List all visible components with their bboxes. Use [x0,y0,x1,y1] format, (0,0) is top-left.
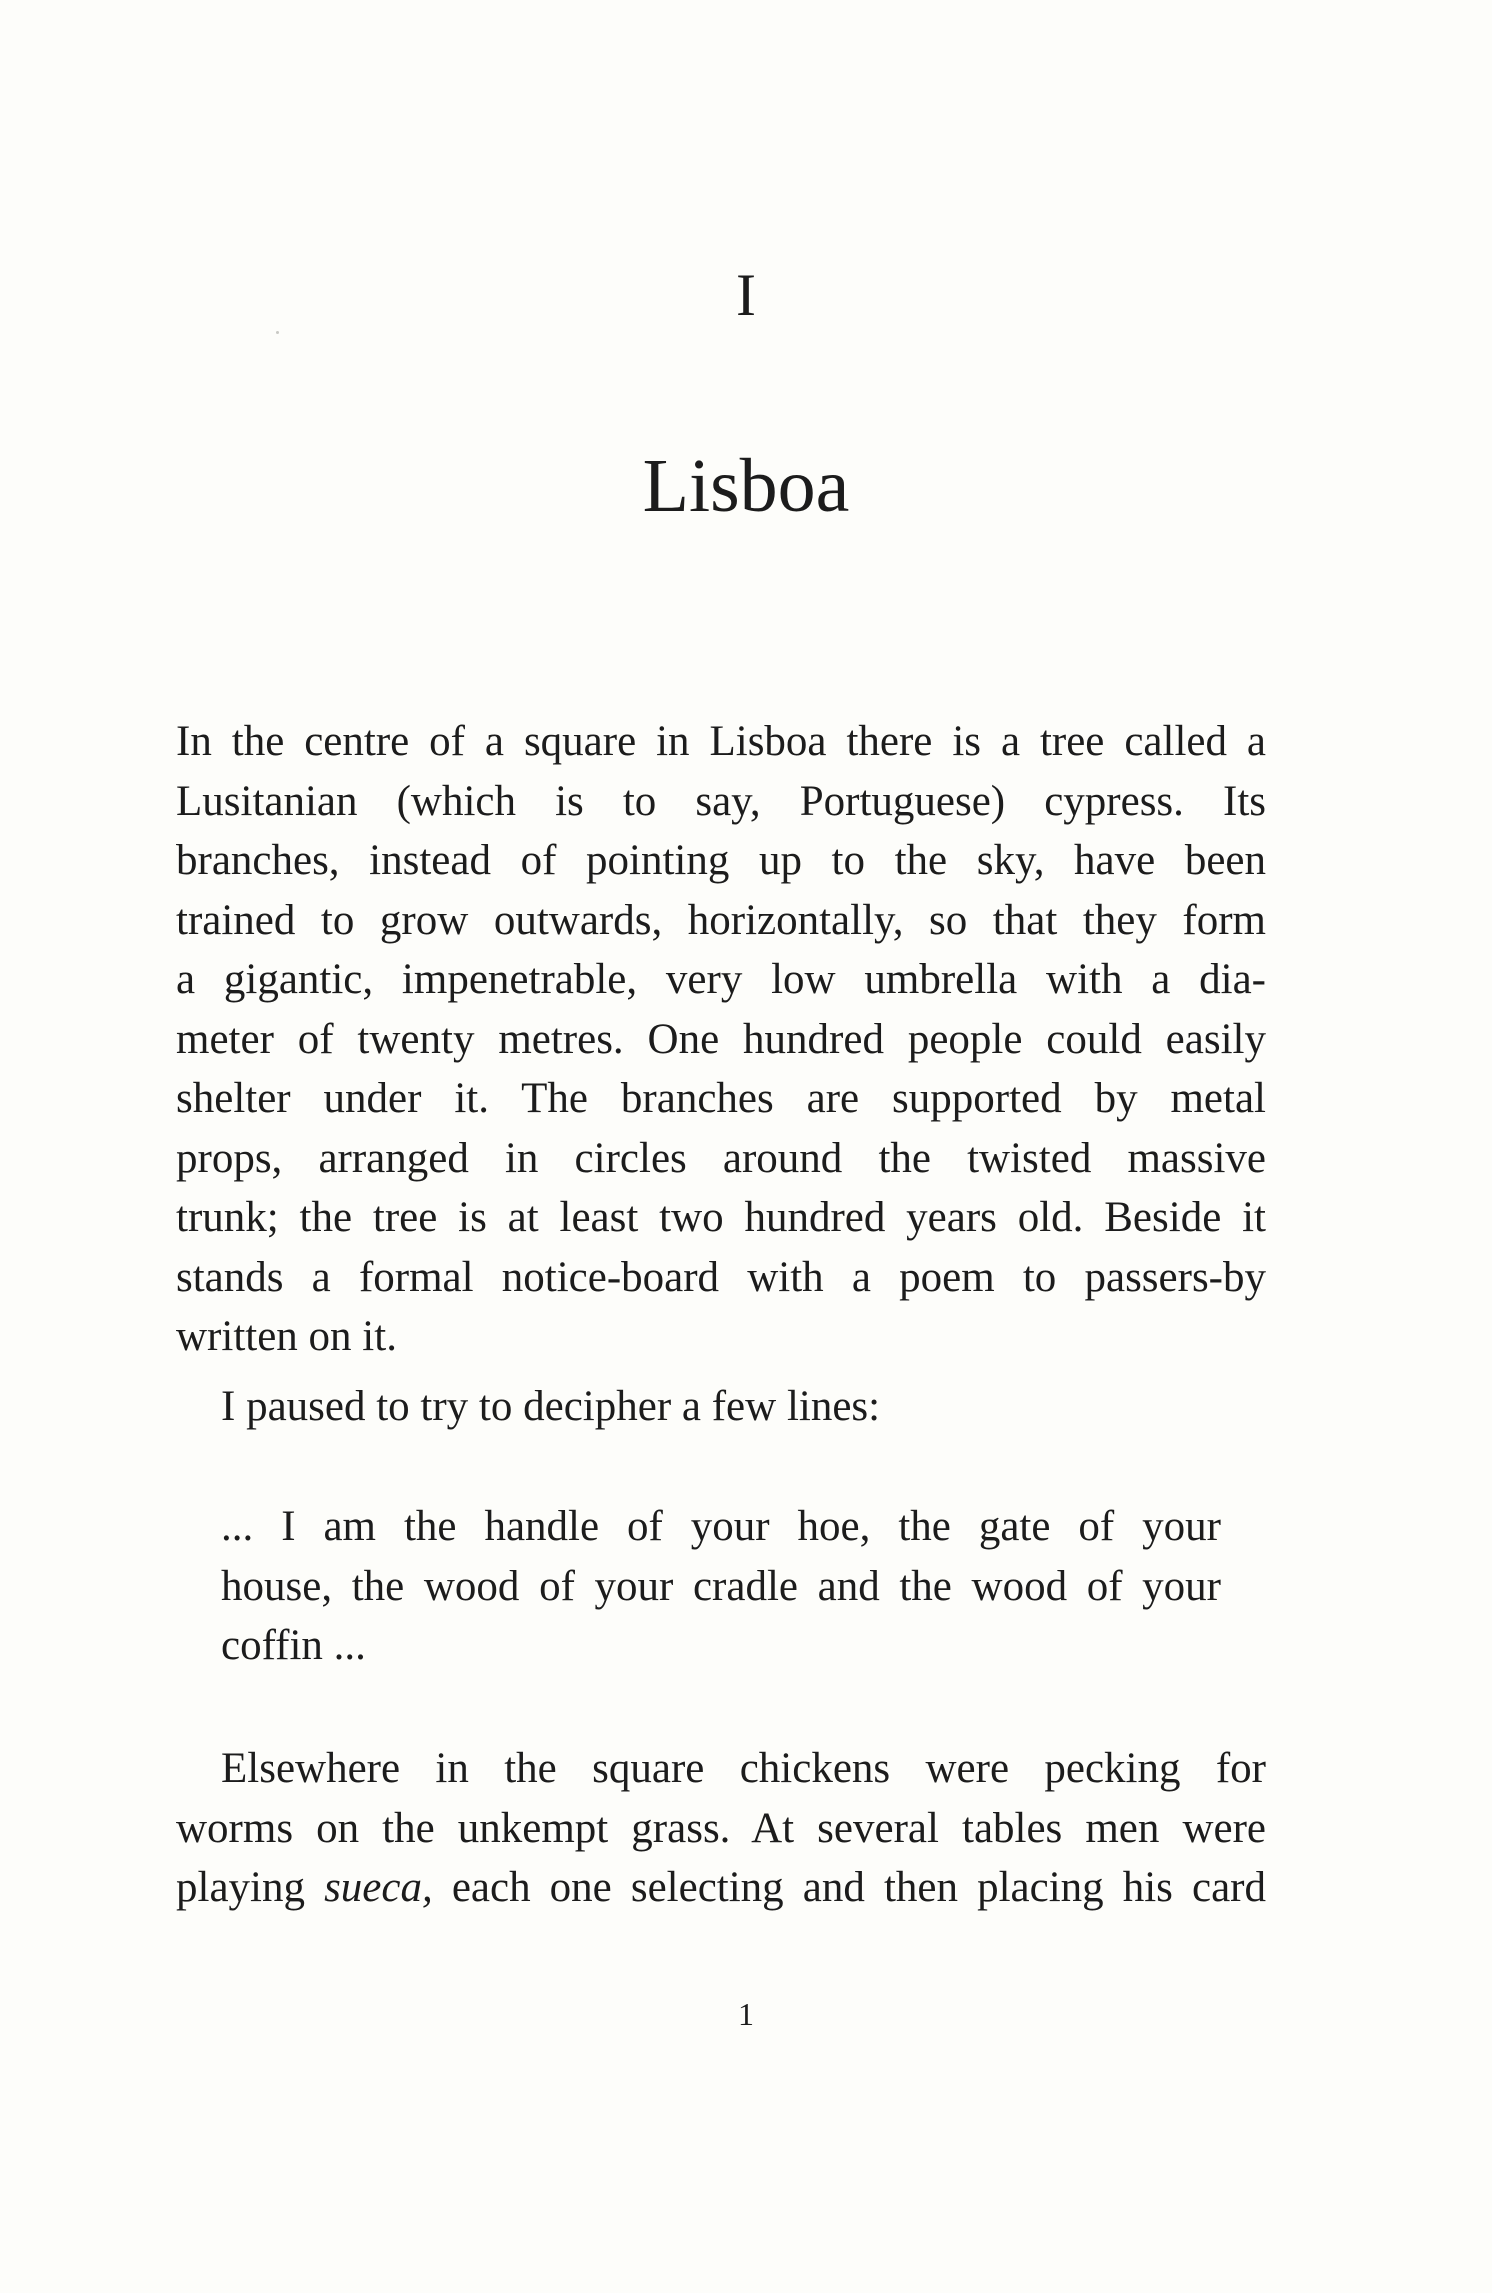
paragraph-line: trained to grow outwards, horizontally, so that they form [176,896,1266,944]
paragraph-line: meter of twenty metres. One hundred people could easily [176,1015,1266,1063]
paragraph-line: stands a formal notice-board with a poem to passers-by [176,1253,1266,1301]
paragraph-line: trunk; the tree is at least two hundred years old. Beside it [176,1194,1266,1241]
paragraph-line: props, arranged in circles around the twisted massive [176,1134,1266,1182]
paragraph-line: shelter under it. The branches are supported by metal [176,1075,1266,1122]
text-run: each one selecting and then placing his card [432,1864,1266,1911]
paragraph-line: I paused to try to decipher a few lines: [221,1383,881,1430]
quote-line: house, the wood of your cradle and the wood of your [221,1562,1221,1610]
paragraph-line: a gigantic, impenetrable, very low umbrella with a dia- [176,956,1266,1003]
paragraph-line-with-italic [176,1858,1266,1918]
paragraph-1 [176,712,1266,1367]
page-number: 1 [738,1996,754,2032]
paragraph-2 [176,1377,1266,1437]
paragraph-line: Lusitanian (which is to say, Portuguese) cypress. Its [176,777,1266,825]
poem-quote [221,1497,1221,1676]
text-run: playing [176,1864,325,1911]
paper-speck [276,331,279,334]
paragraph-line: In the centre of a square in Lisboa there is a tree called a [176,718,1266,765]
paragraph-3 [176,1739,1266,1918]
chapter-number: I [736,262,756,328]
paragraph-line: branches, instead of pointing up to the sky, have been [176,837,1266,884]
paragraph-line: worms on the unkempt grass. At several tables men were [176,1804,1266,1852]
paragraph-line: Elsewhere in the square chickens were pecking for [221,1745,1266,1792]
paragraph-line: written on it. [176,1313,397,1360]
quote-line: coffin ... [221,1622,366,1669]
chapter-title: Lisboa [642,444,850,528]
italic-term-sueca: sueca, [324,1864,433,1911]
quote-line: ... I am the handle of your hoe, the gate of your [221,1503,1221,1550]
